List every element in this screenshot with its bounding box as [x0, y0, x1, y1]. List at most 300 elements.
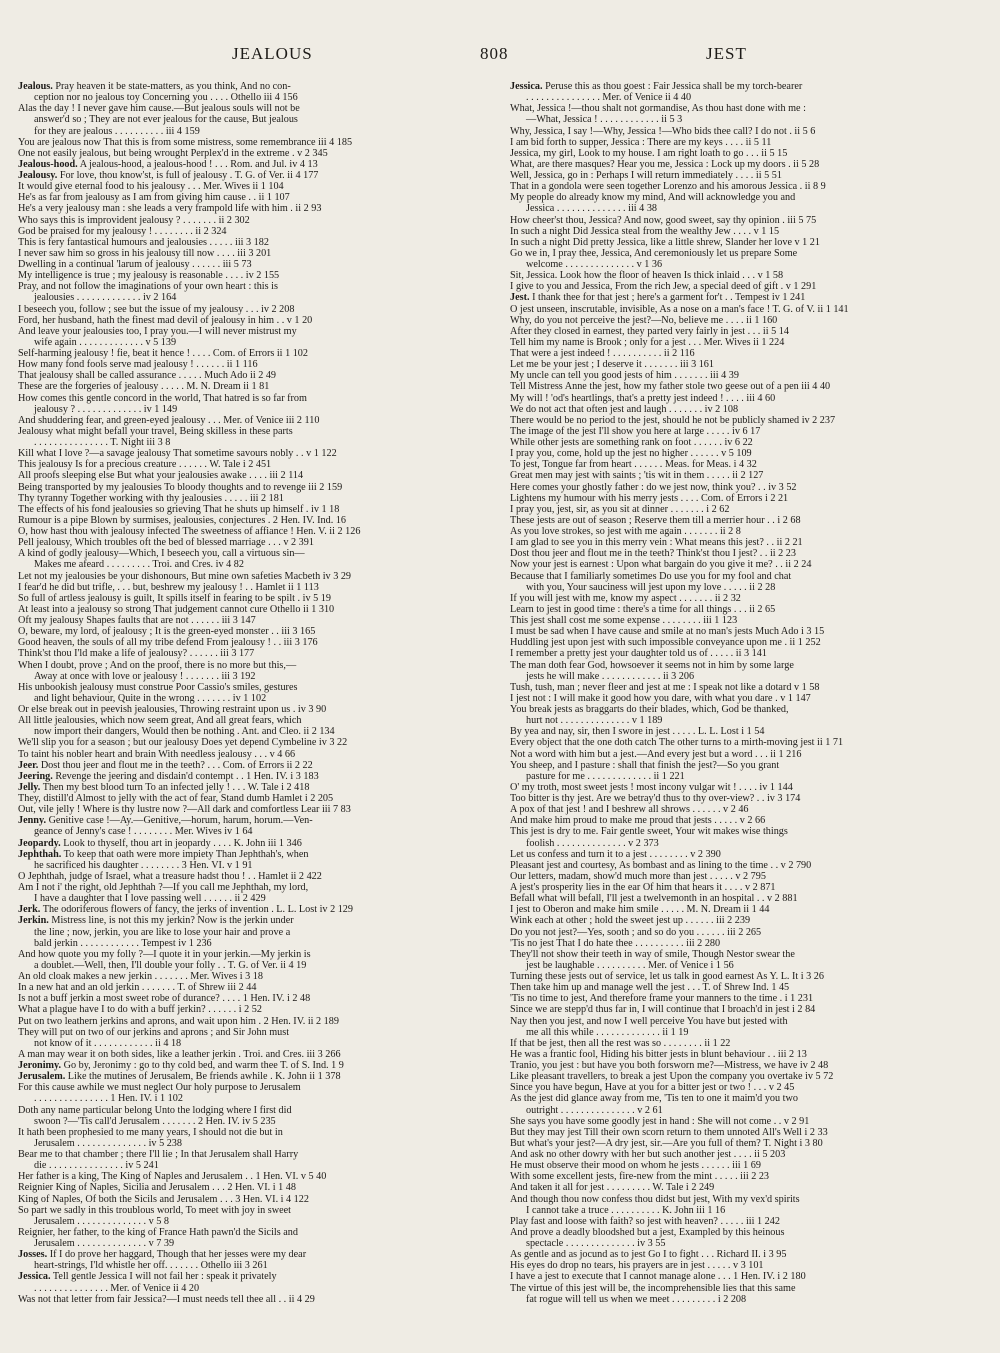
- entry-text: I jest to Oberon and make him smile . . . . . M. N. Dream ii 1 44: [510, 904, 770, 916]
- entry-line: [510, 1138, 996, 1149]
- entry-text: Too bitter is thy jest. Are we betray'd thus to thy over-view? . . iv 3 174: [510, 793, 801, 804]
- entry-text: Tell him my name is Brook ; only for a jest . . . Mer. Wives ii 1 224: [510, 336, 785, 348]
- entry-line: [510, 304, 996, 315]
- entry-line: [18, 326, 504, 337]
- entry-line: [18, 704, 504, 715]
- entry-line: [510, 448, 996, 459]
- entry-text: Nay then you jest, and now I well perceive You have but jested with: [510, 1015, 788, 1027]
- entry-line: [18, 971, 504, 982]
- entry-line: [510, 548, 996, 559]
- entry-text: I cannot take a truce . . . . . . . . . . K. John iii 1 16: [526, 1204, 726, 1216]
- entry-line: [510, 693, 996, 704]
- entry-line: [18, 1260, 504, 1271]
- entry-text: A pox of that jest ! and I beshrew all shrows . . . . . . v 2 46: [510, 804, 749, 816]
- entry-text: Good heaven, the souls of all my tribe defend From jealousy ! . . iii 3 176: [18, 637, 318, 649]
- entry-text: answer'd so ; They are not ever jealous for the cause, But jealous: [34, 114, 298, 126]
- entry-text: Pleasant jest and courtesy, As bombast and as lining to the time . . v 2 790: [510, 859, 812, 871]
- entry-text: My uncle can tell you good jests of him . . . . . . . iii 4 39: [510, 370, 739, 382]
- entry-line: [510, 626, 996, 637]
- entry-text: O, how hast thou with jealousy infected The sweetness of affiance ! Hen. V. ii 2 126: [18, 526, 361, 537]
- entry-line: [510, 671, 996, 682]
- entry-line: [510, 470, 996, 481]
- headword: Jerk.: [18, 904, 41, 916]
- entry-line: [510, 315, 996, 326]
- entry-line: [18, 1283, 504, 1294]
- entry-text: —What, Jessica ! . . . . . . . . . . . . ii 5 3: [526, 114, 683, 126]
- entry-line: [18, 337, 504, 348]
- entry-text: My intelligence is true ; my jealousy is reasonable . . . . iv 2 155: [18, 270, 280, 282]
- entry-line: [18, 126, 504, 137]
- entry-line: [18, 1238, 504, 1249]
- entry-line-headword: [18, 904, 504, 915]
- entry-line: [510, 1294, 996, 1305]
- entry-line: [18, 737, 504, 748]
- entry-line: [510, 993, 996, 1004]
- entry-text: Thy tyranny Together working with thy jealousies . . . . . iii 2 181: [18, 492, 284, 504]
- entry-text: They'll not show their teeth in way of smile, Though Nestor swear the: [510, 948, 795, 960]
- entry-text: As you love strokes, so jest with me again . . . . . . . ii 2 8: [510, 526, 741, 537]
- entry-text: Like pleasant travellers, to break a jest Upon the company you overtake iv 5 72: [510, 1071, 834, 1083]
- entry-text: Kill what I love ?—a savage jealousy That sometime savours nobly . . v 1 122: [18, 448, 337, 460]
- entry-line: [510, 1249, 996, 1260]
- entry-line: [18, 304, 504, 315]
- entry-text: At least into a jealousy so strong That judgement cannot cure Othello ii 1 310: [18, 603, 335, 615]
- entry-line: [18, 226, 504, 237]
- entry-text: The effects of his fond jealousies so grieving That he shuts up himself . iv 1 18: [18, 503, 340, 515]
- entry-line-headword: [18, 170, 504, 181]
- entry-line: [18, 1016, 504, 1027]
- entry-text: . . . . . . . . . . . . . . . 1 Hen. IV. i 1 102: [34, 1093, 183, 1105]
- entry-line: [18, 1294, 504, 1305]
- entry-text: And make him proud to make me proud that jests . . . . . v 2 66: [510, 815, 766, 827]
- headword: Jelly.: [18, 781, 41, 793]
- entry-text: and light behaviour, Quite in the wrong . . . . . . . iv 1 102: [34, 692, 267, 704]
- entry-line-headword: [18, 771, 504, 782]
- entry-text: Then take him up and manage well the jest . . . T. of Shrew Ind. 1 45: [510, 982, 790, 994]
- entry-text: Reignier, her father, to the king of France Hath pawn'd the Sicils and: [18, 1226, 298, 1238]
- entry-line: [510, 181, 996, 192]
- entry-line: [510, 949, 996, 960]
- entry-line: [18, 626, 504, 637]
- entry-text: He's as far from jealousy as I am from giving him cause . . ii 1 107: [18, 192, 290, 204]
- entry-text: This jest is dry to me. Fair gentle sweet, Your wit makes wise things: [510, 826, 788, 838]
- entry-line: [510, 326, 996, 337]
- entry-text: Jerusalem . . . . . . . . . . . . . . v 5 8: [34, 1215, 169, 1227]
- entry-line: [18, 1149, 504, 1160]
- entry-text: All proofs sleeping else But what your jealousies awake . . . . iii 2 114: [18, 470, 304, 482]
- entry-text: A jest's prosperity lies in the ear Of him that hears it . . . . v 2 871: [510, 882, 776, 893]
- entry-text: Our letters, madam, show'd much more than jest . . . . . v 2 795: [510, 870, 766, 882]
- entry-line: [18, 693, 504, 704]
- entry-line: [510, 192, 996, 203]
- entry-line: [510, 1271, 996, 1282]
- entry-line: [510, 226, 996, 237]
- entry-text: In such a night Did pretty Jessica, like a little shrew, Slander her love v 1 21: [510, 236, 820, 248]
- entry-line: [510, 1082, 996, 1093]
- entry-line: [18, 927, 504, 938]
- entry-line: [510, 582, 996, 593]
- entry-text: It would give eternal food to his jealousy . . . Mer. Wives ii 1 104: [18, 181, 284, 193]
- entry-line: [510, 815, 996, 826]
- entry-line: [510, 348, 996, 359]
- entry-text: jests he will make . . . . . . . . . . . . ii 3 206: [526, 670, 695, 682]
- entry-line: [510, 1283, 996, 1294]
- headword: Jest.: [510, 292, 530, 304]
- entry-line: [18, 1160, 504, 1171]
- entry-line: [18, 1082, 504, 1093]
- entry-text: So part we sadly in this troublous world, To meet with joy in sweet: [18, 1204, 292, 1216]
- entry-text: not know of it . . . . . . . . . . . . ii 4 18: [34, 1037, 182, 1049]
- entry-text: Pell jealousy, Which troubles oft the bed of blessed marriage . . . v 2 391: [18, 537, 314, 549]
- entry-line: [510, 1238, 996, 1249]
- entry-line: [18, 960, 504, 971]
- entry-line-headword: [18, 815, 504, 826]
- entry-text: Or else break out in peevish jealousies, Throwing restraint upon us . iv 3 90: [18, 704, 327, 715]
- entry-text: for they are jealous . . . . . . . . . . iii 4 159: [34, 125, 200, 137]
- entry-line: [510, 1171, 996, 1182]
- entry-line: [510, 1227, 996, 1238]
- entry-line: [510, 159, 996, 170]
- entry-text: You break jests as braggarts do their blades, which, God be thanked,: [510, 704, 789, 715]
- entry-line: [18, 949, 504, 960]
- entry-text: geance of Jenny's case ! . . . . . . . . Mer. Wives iv 1 64: [34, 826, 253, 838]
- entry-line-headword: [18, 1071, 504, 1082]
- entry-text: And ask no other dowry with her but such another jest . . . . ii 5 203: [510, 1149, 786, 1160]
- entry-line: [18, 660, 504, 671]
- headword: Jealousy.: [18, 170, 58, 181]
- entry-line: [510, 826, 996, 837]
- entry-text: Jessica . . . . . . . . . . . . . . iii 4 38: [526, 203, 658, 215]
- entry-line: [18, 437, 504, 448]
- entry-line: [18, 571, 504, 582]
- headword: Jessica.: [18, 1271, 51, 1283]
- entry-text: How comes this gentle concord in the world, That hatred is so far from: [18, 392, 307, 404]
- entry-text: Tush, tush, man ; never fleer and jest at me : I speak not like a dotard v 1 58: [510, 681, 820, 693]
- entry-line: [510, 637, 996, 648]
- entry-line: [510, 860, 996, 871]
- entry-text: Self-harming jealousy ! fie, beat it hence ! . . . . Com. of Errors ii 1 102: [18, 348, 308, 359]
- entry-line: [18, 726, 504, 737]
- entry-line: [18, 582, 504, 593]
- entry-text: now import their dangers, Would then be nothing . Ant. and Cleo. ii 2 134: [34, 726, 335, 738]
- entry-line: [510, 370, 996, 381]
- entry-text: These jests are out of season ; Reserve them till a merrier hour . . i 2 68: [510, 514, 801, 526]
- entry-text: Great men may jest with saints ; 'tis wit in them . . . . . ii 2 127: [510, 470, 764, 482]
- entry-line: [510, 793, 996, 804]
- entry-line: [510, 660, 996, 671]
- entry-line: [510, 1060, 996, 1071]
- entry-line-headword: [18, 1249, 504, 1260]
- entry-line: [18, 1171, 504, 1182]
- entry-text: I am bid forth to supper, Jessica : There are my keys . . . . ii 5 11: [510, 136, 772, 148]
- entry-line: [18, 793, 504, 804]
- entry-text: There would be no period to the jest, should he not be publicly shamed iv 2 237: [510, 414, 836, 426]
- entry-text: Let me be your jest ; I deserve it . . . . . . . iii 3 161: [510, 359, 714, 371]
- entry-line: [18, 137, 504, 148]
- entry-line: [18, 648, 504, 659]
- entry-text: Let us confess and turn it to a jest . . . . . . . . v 2 390: [510, 848, 721, 860]
- entry-text: Reignier King of Naples, Sicilia and Jerusalem . . . 2 Hen. VI. i 1 48: [18, 1182, 296, 1194]
- entry-line: [18, 1127, 504, 1138]
- entry-text: For love, thou know'st, is full of jealousy . T. G. of Ver. ii 4 177: [57, 170, 319, 181]
- entry-line: [510, 237, 996, 248]
- entry-text: A kind of godly jealousy—Which, I beseech you, call a virtuous sin—: [18, 548, 305, 560]
- entry-line: [18, 682, 504, 693]
- entry-line: [510, 682, 996, 693]
- entry-line: [510, 437, 996, 448]
- entry-text: bald jerkin . . . . . . . . . . . . Tempest iv 1 236: [34, 937, 212, 949]
- entry-text: The image of the jest I'll show you here at large . . . . . iv 6 17: [510, 425, 761, 437]
- entry-line: [510, 203, 996, 214]
- entry-text: So full of artless jealousy is guilt, It spills itself in fearing to be spilt . iv 5 19: [18, 592, 331, 604]
- entry-text: What, are there masques? Hear you me, Jessica : Lock up my doors . ii 5 28: [510, 158, 820, 170]
- entry-line: [18, 615, 504, 626]
- entry-line: [510, 749, 996, 760]
- entry-line: [510, 1205, 996, 1216]
- entry-line: [510, 615, 996, 626]
- entry-text: Bear me to that chamber ; there I'll lie ; In that Jerusalem shall Harry: [18, 1149, 299, 1160]
- entry-text: If that be jest, then all the rest was so . . . . . . . . ii 1 22: [510, 1037, 731, 1049]
- entry-line: [510, 1016, 996, 1027]
- entry-text: Tell gentle Jessica I will not fail her : speak it privately: [50, 1271, 277, 1283]
- entry-text: 'Tis no jest That I do hate thee . . . . . . . . . . iii 2 280: [510, 937, 721, 949]
- entry-text: outright . . . . . . . . . . . . . . . v 2 61: [526, 1104, 663, 1116]
- entry-text: Is not a buff jerkin a most sweet robe of durance? . . . . 1 Hen. IV. i 2 48: [18, 993, 311, 1005]
- entry-text: These are the forgeries of jealousy . . . . . M. N. Dream ii 1 81: [18, 381, 270, 393]
- entry-line: [18, 871, 504, 882]
- entry-text: Revenge the jeering and disdain'd contempt . . 1 Hen. IV. i 3 183: [52, 770, 319, 782]
- entry-line: [510, 415, 996, 426]
- entry-line: [18, 1227, 504, 1238]
- entry-text: Dwelling in a continual 'larum of jealousy . . . . . . iii 5 73: [18, 259, 252, 270]
- entry-text: fat rogue will tell us when we meet . . . . . . . . . i 2 208: [526, 1293, 747, 1305]
- entry-text: And how quote you my folly ?—I quote it in your jerkin.—My jerkin is: [18, 948, 311, 960]
- entry-text: For this cause awhile we must neglect Our holy purpose to Jerusalem: [18, 1082, 301, 1094]
- entry-line: [18, 982, 504, 993]
- entry-line-headword: [18, 849, 504, 860]
- entry-text: Learn to jest in good time : there's a time for all things . . . ii 2 65: [510, 603, 776, 615]
- entry-line: [18, 1027, 504, 1038]
- entry-text: And leave your jealousies too, I pray you.—I will never mistrust my: [18, 325, 297, 337]
- entry-text: I have a jest to execute that I cannot manage alone . . . 1 Hen. IV. i 2 180: [510, 1271, 806, 1283]
- entry-line: [18, 315, 504, 326]
- entry-text: As the jest did glance away from me, 'Tis ten to one it maim'd you two: [510, 1093, 798, 1105]
- entry-line: [510, 359, 996, 370]
- entry-text: . . . . . . . . . . . . . . . Mer. of Venice ii 4 20: [34, 1282, 200, 1294]
- entry-line: [510, 1116, 996, 1127]
- entry-line: [510, 337, 996, 348]
- entry-line: [18, 537, 504, 548]
- entry-text: Rumour is a pipe Blown by surmises, jealousies, conjectures . 2 Hen. IV. Ind. 16: [18, 514, 347, 526]
- entry-line-headword: [18, 81, 504, 92]
- entry-text: Not a word with him but a jest.—And every jest but a word . . . ii 1 216: [510, 748, 802, 760]
- entry-text: You are jealous now That this is from some mistress, some remembrance iii 4 185: [18, 136, 353, 148]
- entry-line-headword: [18, 159, 504, 170]
- entry-text: We do not act that often jest and laugh . . . . . . . iv 2 108: [510, 403, 739, 415]
- entry-text: A man may wear it on both sides, like a leather jerkin . Troi. and Cres. iii 3 266: [18, 1048, 341, 1060]
- entry-text: swoon ?—'Tis call'd Jerusalem . . . . . . . 2 Hen. IV. iv 5 235: [34, 1115, 276, 1127]
- entry-text: ception nor no jealous toy Concerning you . . . . Othello iii 4 156: [34, 92, 298, 104]
- entry-line: [510, 1194, 996, 1205]
- entry-line: [18, 1049, 504, 1060]
- entry-line: [510, 960, 996, 971]
- entry-line: [18, 281, 504, 292]
- entry-line: [510, 715, 996, 726]
- entry-line-headword: [510, 81, 996, 92]
- entry-line: [510, 893, 996, 904]
- entry-line: [510, 270, 996, 281]
- entry-text: If you will jest with me, know my aspect . . . . . . . ii 2 32: [510, 592, 741, 604]
- entry-line-headword: [510, 292, 996, 303]
- entry-line: [18, 370, 504, 381]
- entry-text: jealousy ? . . . . . . . . . . . . . iv 1 149: [34, 403, 178, 415]
- entry-text: Go we in, I pray thee, Jessica, And ceremoniously let us prepare Some: [510, 247, 798, 259]
- left-column: [18, 81, 504, 1305]
- entry-text: My will ! 'od's heartlings, that's a pretty jest indeed ! . . . . iii 4 60: [510, 392, 776, 404]
- entry-text: . . . . . . . . . . . . . . . Mer. of Venice ii 4 40: [526, 92, 692, 104]
- entry-text: Dost thou jeer and flout me in the teeth? . . . Com. of Errors ii 2 22: [38, 759, 313, 771]
- entry-text: Let not my jealousies be your dishonours, But mine own safeties Macbeth iv 3 29: [18, 570, 352, 582]
- entry-text: Jessica, my girl, Look to my house. I am right loath to go . . . ii 5 15: [510, 147, 788, 159]
- entry-line: [18, 259, 504, 270]
- entry-line: [510, 504, 996, 515]
- entry-line: [18, 114, 504, 125]
- entry-line: [18, 526, 504, 537]
- entry-text: Jerusalem . . . . . . . . . . . . . . iv 5 238: [34, 1137, 182, 1149]
- entry-line: [18, 860, 504, 871]
- entry-text: I thank thee for that jest ; here's a garment for't . . Tempest iv 1 241: [529, 292, 806, 304]
- entry-text: O jest unseen, inscrutable, invisible, As a nose on a man's face ! T. G. of V. ii 1 141: [510, 303, 849, 315]
- entry-text: Then my best blood turn To an infected jelly ! . . . W. Tale i 2 418: [40, 781, 310, 793]
- entry-text: All little jealousies, which now seem great, And all great fears, which: [18, 715, 302, 727]
- entry-text: We'll slip you for a season ; but our jealousy Does yet depend Cymbeline iv 3 22: [18, 737, 348, 749]
- entry-text: The odoriferous flowers of fancy, the jerks of invention . L. L. Lost iv 2 129: [40, 904, 353, 916]
- entry-text: Peruse this as thou goest : Fair Jessica shall be my torch-bearer: [542, 81, 803, 92]
- entry-text: Am I not i' the right, old Jephthah ?—If you call me Jephthah, my lord,: [18, 882, 309, 893]
- right-column: [510, 81, 996, 1305]
- entry-text: I jest not : I will make it good how you dare, with what you dare . v 1 147: [510, 692, 811, 704]
- entry-text: In such a night Did Jessica steal from the wealthy Jew . . . . v 1 15: [510, 225, 780, 237]
- entry-text: Alas the day ! I never gave him cause.—But jealous souls will not be: [18, 103, 300, 115]
- entry-text: This jest shall cost me some expense . . . . . . . . iii 1 123: [510, 615, 738, 626]
- headword: Jealous-hood.: [18, 158, 78, 170]
- entry-text: I must be sad when I have cause and smile at no man's jests Much Ado i 3 15: [510, 626, 825, 638]
- entry-line: [510, 1149, 996, 1160]
- entry-text: Out, vile jelly ! Where is thy lustre now ?—All dark and comfortless Lear iii 7 83: [18, 804, 351, 816]
- entry-line-headword: [18, 782, 504, 793]
- entry-line: [510, 1216, 996, 1227]
- entry-text: O' my troth, most sweet jests ! most incony vulgar wit ! . . . . iv 1 144: [510, 781, 793, 793]
- entry-line: [18, 393, 504, 404]
- entry-line: [510, 771, 996, 782]
- entry-line: [18, 482, 504, 493]
- entry-text: It hath been prophesied to me many years, I should not die but in: [18, 1126, 283, 1138]
- entry-text: with you, Your sauciness will jest upon my love . . . . . ii 2 28: [526, 581, 776, 593]
- entry-text: Like the mutines of Jerusalem, Be friends awhile . K. John ii 1 378: [65, 1071, 341, 1083]
- entry-line: [18, 637, 504, 648]
- entry-line: [18, 237, 504, 248]
- entry-line: [510, 571, 996, 582]
- entry-text: To keep that oath were more impiety Than Jephthah's, when: [61, 848, 309, 860]
- entry-line: [18, 515, 504, 526]
- entry-line: [510, 915, 996, 926]
- entry-text: What, Jessica !—thou shalt not gormandise, As thou hast done with me :: [510, 103, 806, 115]
- headword: Jeronimy.: [18, 1060, 62, 1071]
- entry-line: [510, 927, 996, 938]
- entry-line: [510, 426, 996, 437]
- entry-line-headword: [18, 1271, 504, 1282]
- entry-text: spectacle . . . . . . . . . . . . . . iv 3 55: [526, 1238, 666, 1249]
- entry-text: jest be laughable . . . . . . . . . . Mer. of Venice i 1 56: [526, 959, 734, 971]
- entry-line: [18, 192, 504, 203]
- entry-line: [510, 871, 996, 882]
- entry-text: But what's your jest?—A dry jest, sir.—Are you full of them? T. Night i 3 80: [510, 1137, 823, 1149]
- entry-line: [510, 526, 996, 537]
- entry-text: He was a frantic fool, Hiding his bitter jests in blunt behaviour . . iii 2 13: [510, 1048, 807, 1060]
- entry-line: [510, 1182, 996, 1193]
- entry-line: [18, 1182, 504, 1193]
- entry-line: [510, 1049, 996, 1060]
- entry-line: [510, 515, 996, 526]
- entry-line: [18, 1093, 504, 1104]
- entry-line: [18, 593, 504, 604]
- entry-text: Being transported by my jealousies To bloody thoughts and to revenge iii 2 159: [18, 481, 343, 493]
- entry-line: [18, 504, 504, 515]
- entry-line: [510, 760, 996, 771]
- entry-text: Pray heaven it be state-matters, as you think, And no con-: [52, 81, 291, 92]
- entry-text: Tell Mistress Anne the jest, how my father stole two geese out of a pen iii 4 40: [510, 381, 831, 393]
- entry-text: To jest, Tongue far from heart . . . . . . Meas. for Meas. i 4 32: [510, 459, 757, 471]
- entry-text: That were a jest indeed ! . . . . . . . . . . ii 2 116: [510, 348, 695, 359]
- entry-text: heart-strings, I'ld whistle her off. . . . . . . Othello iii 3 261: [34, 1260, 268, 1272]
- page-number: 808: [480, 44, 509, 63]
- entry-text: I am glad to see you in this merry vein : What means this jest? . . ii 2 21: [510, 537, 803, 549]
- entry-line: [18, 1138, 504, 1149]
- entry-line: [510, 170, 996, 181]
- entry-line: [18, 1116, 504, 1127]
- entry-text: welcome . . . . . . . . . . . . . . v 1 36: [526, 259, 663, 270]
- entry-text: pasture for me . . . . . . . . . . . . . ii 1 221: [526, 770, 685, 782]
- entry-text: By yea and nay, sir, then I swore in jest . . . . . L. L. Lost i 1 54: [510, 726, 765, 738]
- entry-line: [18, 103, 504, 114]
- entry-text: In a new hat and an old jerkin . . . . . . . T. of Shrew iii 2 44: [18, 982, 257, 994]
- entry-text: His eyes do drop no tears, his prayers are in jest . . . . . v 3 101: [510, 1260, 764, 1272]
- entry-text: And taken it all for jest . . . . . . . . . W. Tale i 2 249: [510, 1182, 715, 1194]
- entry-text: And prove a deadly bloodshed but a jest, Exampled by this heinous: [510, 1226, 785, 1238]
- entry-line: [510, 393, 996, 404]
- entry-text: Jealousy what might befall your travel, Being skilless in these parts: [18, 425, 293, 437]
- entry-text: After they closed in earnest, they parted very fairly in jest . . . ii 5 14: [510, 325, 789, 337]
- entry-line: [510, 537, 996, 548]
- entry-text: My people do already know my mind, And will acknowledge you and: [510, 192, 796, 204]
- entry-line: [18, 381, 504, 392]
- entry-line: [18, 92, 504, 103]
- entry-text: Well, Jessica, go in : Perhaps I will return immediately . . . . ii 5 51: [510, 170, 782, 181]
- entry-text: Think'st thou I'ld make a life of jealousy? . . . . . . iii 3 177: [18, 648, 255, 660]
- entry-line: [510, 148, 996, 159]
- entry-text: That jealousy shall be called assurance . . . . . Much Ado ii 2 49: [18, 370, 277, 382]
- entry-line: [18, 415, 504, 426]
- entry-line: [510, 381, 996, 392]
- entry-text: He's a very jealousy man : she leads a very frampold life with him . ii 2 93: [18, 203, 322, 215]
- entry-line: [510, 593, 996, 604]
- entry-text: Since you have begun, Have at you for a bitter jest or two ! . . . v 2 45: [510, 1082, 795, 1094]
- entry-text: You sheep, and I pasture : shall that finish the jest?—So you grant: [510, 759, 780, 771]
- entry-text: Jerusalem . . . . . . . . . . . . . . v 7 39: [34, 1238, 175, 1249]
- entry-line: [18, 671, 504, 682]
- entry-text: And shuddering fear, and green-eyed jealousy . . . Mer. of Venice iii 2 110: [18, 414, 320, 426]
- entry-text: This is fery fantastical humours and jealousies . . . . . iii 3 182: [18, 236, 269, 248]
